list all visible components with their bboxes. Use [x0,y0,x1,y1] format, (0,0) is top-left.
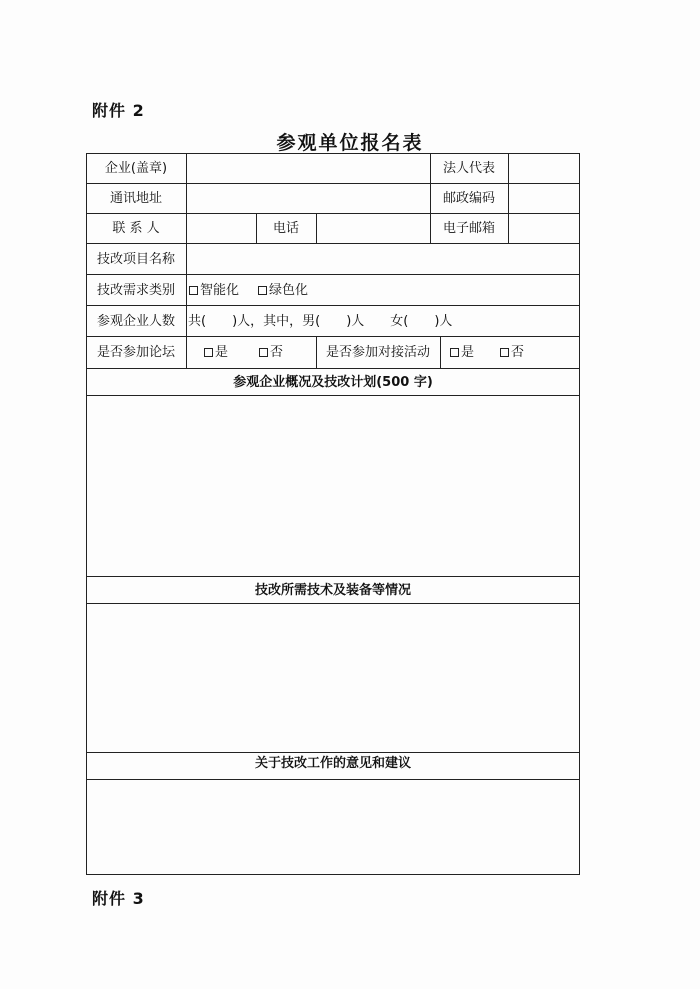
address-label: 通讯地址 [109,191,162,206]
postcode-label: 邮政编码 [442,191,495,206]
matchmaking-no-option [500,346,524,359]
row-divider [86,603,580,604]
attachment-label: 附件 3 [92,889,145,908]
row-divider [86,779,580,780]
row-divider [86,274,580,275]
checkbox-icon [450,348,459,357]
checkbox-icon [258,286,267,295]
phone-label: 电话 [272,221,299,236]
forum-no-label: 否 [270,345,284,360]
smart-option [189,284,239,297]
column-divider [186,153,187,336]
forum-yes-option [204,346,228,359]
green-option-label: 绿色化 [269,283,309,298]
forum-label: 是否参加论坛 [96,345,175,360]
matchmaking-no-label: 否 [511,345,525,360]
email-label: 电子邮箱 [442,221,495,236]
row-divider [86,213,580,214]
legal-rep-label: 法人代表 [442,161,495,176]
row-divider [86,576,580,577]
contact-label: 联 系 人 [112,221,160,236]
matchmaking-yes-option [450,346,474,359]
green-option [258,284,308,297]
row-divider [86,336,580,337]
matchmaking-yes-label: 是 [461,345,475,360]
demand-label: 技改需求类别 [96,283,175,298]
row-divider [86,243,580,244]
form-title: 参观单位报名表 [276,132,424,154]
overview-section-header: 参观企业概况及技改计划(500 字) [233,375,433,390]
column-divider [316,213,317,243]
project-label: 技改项目名称 [96,252,175,267]
row-divider [86,183,580,184]
column-divider [186,336,187,368]
checkbox-icon [204,348,213,357]
forum-no-option [259,346,283,359]
company-label: 企业(盖章) [104,161,168,176]
column-divider [440,336,441,368]
visitors-label: 参观企业人数 [96,314,175,329]
row-divider [86,395,580,396]
row-divider [86,368,580,369]
column-divider [508,153,509,243]
checkbox-icon [500,348,509,357]
row-divider [86,752,580,753]
row-divider [86,305,580,306]
checkbox-icon [189,286,198,295]
matchmaking-label: 是否参加对接活动 [325,345,430,360]
advice-section-header: 关于技改工作的意见和建议 [254,756,411,771]
forum-yes-label: 是 [215,345,229,360]
attachment-label: 附件 2 [92,101,145,120]
checkbox-icon [259,348,268,357]
tech-section-header: 技改所需技术及装备等情况 [254,583,411,598]
smart-option-label: 智能化 [200,283,240,298]
visitors-count-text: 共( )人，其中，男( )人 女( )人 [188,314,453,329]
